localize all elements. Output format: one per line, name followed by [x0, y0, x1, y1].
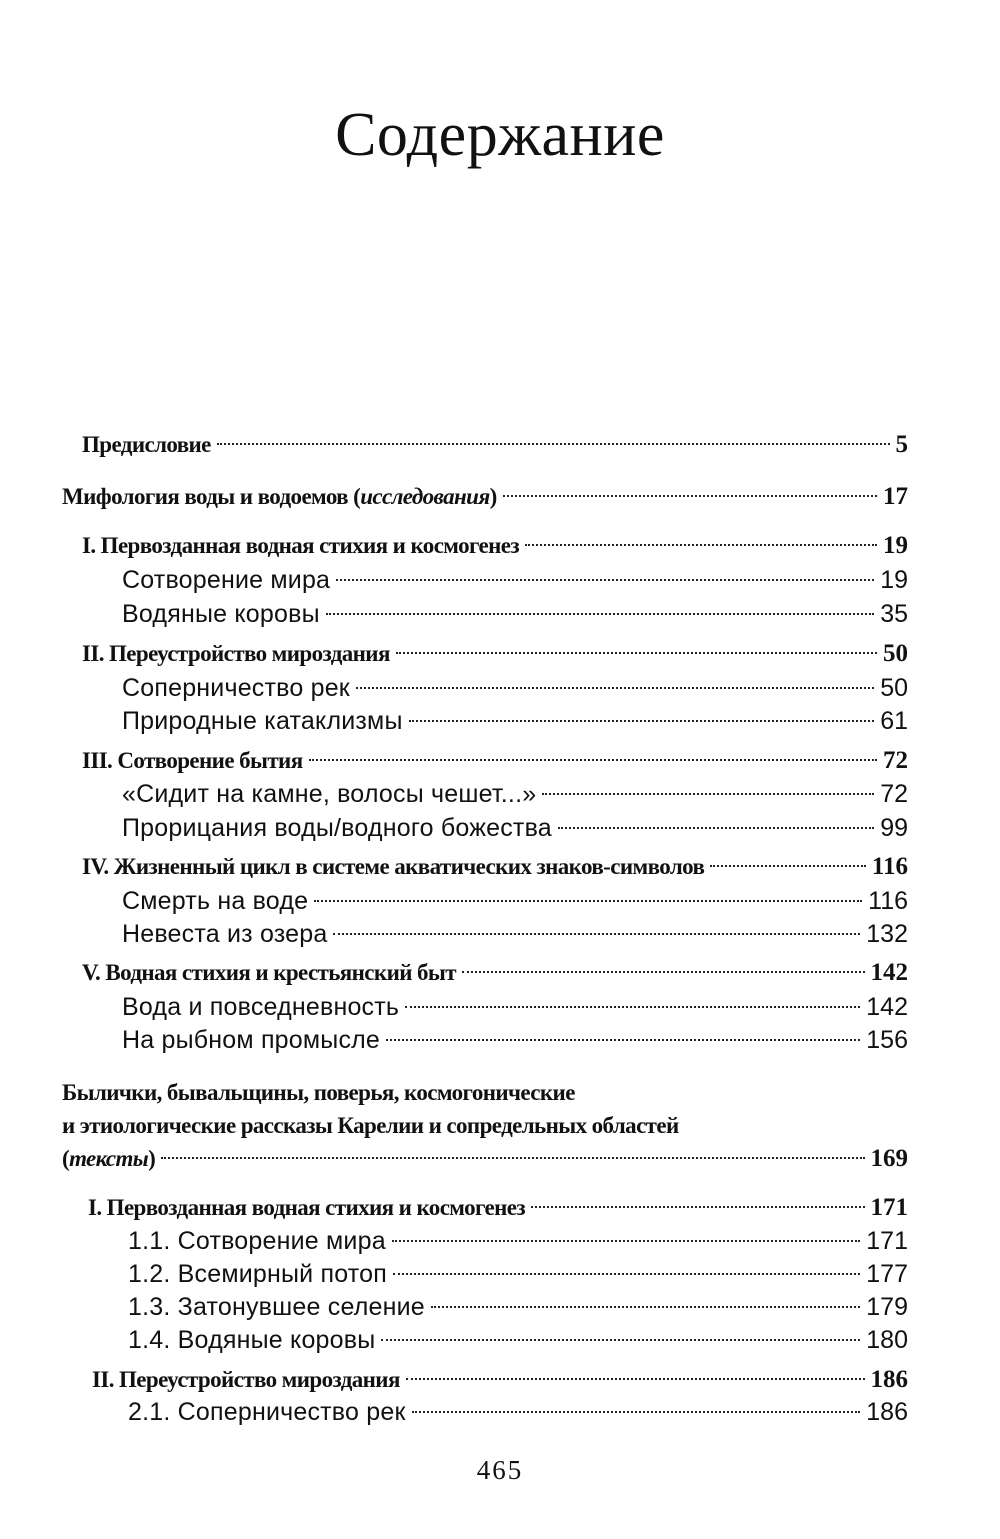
- leader-dots: [161, 1157, 864, 1159]
- toc-entry-page: 186: [866, 1398, 908, 1426]
- toc-entry-label: (тексты): [62, 1146, 156, 1171]
- leader-dots: [336, 579, 874, 581]
- toc-entry-label: На рыбном промысле: [122, 1026, 381, 1054]
- toc-entry-p2-ch1-s3[interactable]: [128, 1290, 908, 1324]
- leader-dots: [406, 1378, 865, 1380]
- leader-dots: [393, 1273, 860, 1275]
- toc-entry-page: 156: [866, 1026, 908, 1054]
- toc-entry-p1-ch5-s1[interactable]: [122, 990, 908, 1024]
- toc-entry-page: 132: [866, 920, 908, 948]
- toc-entry-label: Водяные коровы: [122, 600, 320, 628]
- toc-entry-page: 171: [866, 1227, 908, 1255]
- leader-dots: [309, 759, 877, 761]
- leader-dots: [386, 1039, 860, 1041]
- toc-entry-label: II. Переустройство мироздания: [92, 1367, 400, 1392]
- toc-entry-p2-ch2[interactable]: [92, 1363, 908, 1397]
- leader-dots: [396, 652, 877, 654]
- leader-dots: [409, 720, 875, 722]
- toc-entry-p1-ch4-s2[interactable]: [122, 917, 908, 951]
- toc-entry-p1-ch3-s1[interactable]: [122, 777, 908, 811]
- toc-entry-p1-ch2-s2[interactable]: [122, 704, 908, 738]
- toc-entry-page: 72: [883, 747, 908, 774]
- toc-entry-label: 2.1. Соперничество рек: [128, 1398, 406, 1426]
- toc-entry-label: Прорицания воды/водного божества: [122, 814, 552, 842]
- toc-entry-page: 19: [880, 566, 908, 594]
- toc-entry-p1-ch1-s1[interactable]: [122, 563, 908, 597]
- toc-entry-page: 35: [880, 600, 908, 628]
- toc-entry-page: 186: [870, 1366, 908, 1393]
- toc-entry-preface[interactable]: [82, 428, 908, 462]
- leader-dots: [356, 687, 874, 689]
- toc-entry-p1-ch5[interactable]: [82, 956, 908, 990]
- toc-entry-page: 171: [870, 1194, 908, 1221]
- toc-entry-p1-ch4-s1[interactable]: [122, 884, 908, 918]
- toc-entry-page: 5: [895, 431, 908, 458]
- toc-entry-page: 99: [880, 814, 908, 842]
- toc-entry-page: 116: [868, 887, 908, 915]
- toc-entry-p1-ch2[interactable]: [82, 637, 908, 671]
- toc-entry-page: 142: [866, 993, 908, 1021]
- toc-entry-page: 61: [880, 707, 908, 735]
- toc-entry-part2[interactable]: [62, 1142, 908, 1176]
- toc-entry-p1-ch3-s2[interactable]: [122, 811, 908, 845]
- toc-entry-page: 169: [870, 1145, 908, 1172]
- toc-entry-label: V. Водная стихия и крестьянский быт: [82, 960, 456, 985]
- toc-entry-page: 180: [866, 1326, 908, 1354]
- toc-entry-label: I. Первозданная водная стихия и космогенез: [88, 1195, 526, 1220]
- toc-entry-part1[interactable]: [62, 480, 908, 514]
- leader-dots: [525, 544, 877, 546]
- leader-dots: [314, 900, 862, 902]
- toc-entry-label: Природные катаклизмы: [122, 707, 403, 735]
- toc-entry-page: 17: [883, 483, 908, 510]
- toc-entry-label: IV. Жизненный цикл в системе акватических знаков-символов: [82, 854, 705, 879]
- toc-entry-page: 19: [883, 532, 908, 559]
- toc-entry-page: 72: [880, 780, 908, 808]
- toc-entry-p2-ch1-s1[interactable]: [128, 1224, 908, 1258]
- toc-entry-p1-ch5-s2[interactable]: [122, 1023, 908, 1057]
- toc-entry-page: 179: [866, 1293, 908, 1321]
- page-number: 465: [476, 1455, 524, 1485]
- toc-entry-label: Сотворение мира: [122, 566, 331, 594]
- toc-entry-label: Вода и повседневность: [122, 993, 400, 1021]
- leader-dots: [503, 495, 877, 497]
- toc-entry-label: 1.2. Всемирный потоп: [128, 1260, 387, 1288]
- toc-entry-label: 1.1. Сотворение мира: [128, 1227, 386, 1255]
- toc-entry-page: 116: [871, 853, 908, 880]
- leader-dots: [542, 793, 874, 795]
- toc-entry-p2-ch1-s4[interactable]: [128, 1323, 908, 1357]
- toc-entry-page: 50: [880, 674, 908, 702]
- leader-dots: [558, 827, 874, 829]
- leader-dots: [392, 1240, 860, 1242]
- toc-entry-label: Мифология воды и водоемов (исследования): [62, 484, 497, 509]
- toc-entry-p2-ch1[interactable]: [88, 1191, 908, 1225]
- leader-dots: [326, 613, 874, 615]
- toc-entry-label: 1.4. Водяные коровы: [128, 1326, 376, 1354]
- leader-dots: [333, 933, 860, 935]
- toc-entry-label: Предисловие: [82, 432, 211, 457]
- toc-entry-label: Невеста из озера: [122, 920, 328, 948]
- toc-entry-p1-ch1[interactable]: [82, 529, 908, 563]
- toc-entry-p1-ch2-s1[interactable]: [122, 671, 908, 705]
- toc-entry-p1-ch1-s2[interactable]: [122, 597, 908, 631]
- toc-entry-p2-ch1-s2[interactable]: [128, 1257, 908, 1291]
- toc-entry-p1-ch4[interactable]: [82, 850, 908, 884]
- toc-entry-page: 177: [866, 1260, 908, 1288]
- toc-entry-label: «Сидит на камне, волосы чешет...»: [122, 780, 537, 808]
- leader-dots: [710, 865, 866, 867]
- toc-entry-label: Смерть на воде: [122, 887, 309, 915]
- toc-entry-page: 142: [870, 959, 908, 986]
- toc-entry-label: 1.3. Затонувшее селение: [128, 1293, 425, 1321]
- leader-dots: [381, 1339, 860, 1341]
- toc-entry-label: I. Первозданная водная стихия и космогенез: [82, 533, 520, 558]
- leader-dots: [431, 1306, 860, 1308]
- toc-entry-label: III. Сотворение бытия: [82, 748, 303, 773]
- toc-entry-page: 50: [883, 640, 908, 667]
- toc-entry-p1-ch3[interactable]: [82, 744, 908, 778]
- toc-entry-p2-ch2-s1[interactable]: [128, 1395, 908, 1429]
- toc-entry-part2-line1: Былички, бывальщины, поверья, космогонические: [62, 1080, 575, 1105]
- leader-dots: [412, 1411, 861, 1413]
- leader-dots: [462, 971, 865, 973]
- leader-dots: [217, 443, 890, 445]
- toc-entry-label: II. Переустройство мироздания: [82, 641, 390, 666]
- toc-entry-label: Соперничество рек: [122, 674, 350, 702]
- toc-entry-part2-line2: и этиологические рассказы Карелии и сопредельных областей: [62, 1113, 679, 1138]
- leader-dots: [405, 1006, 860, 1008]
- leader-dots: [531, 1206, 864, 1208]
- page-title: Содержание: [335, 101, 665, 169]
